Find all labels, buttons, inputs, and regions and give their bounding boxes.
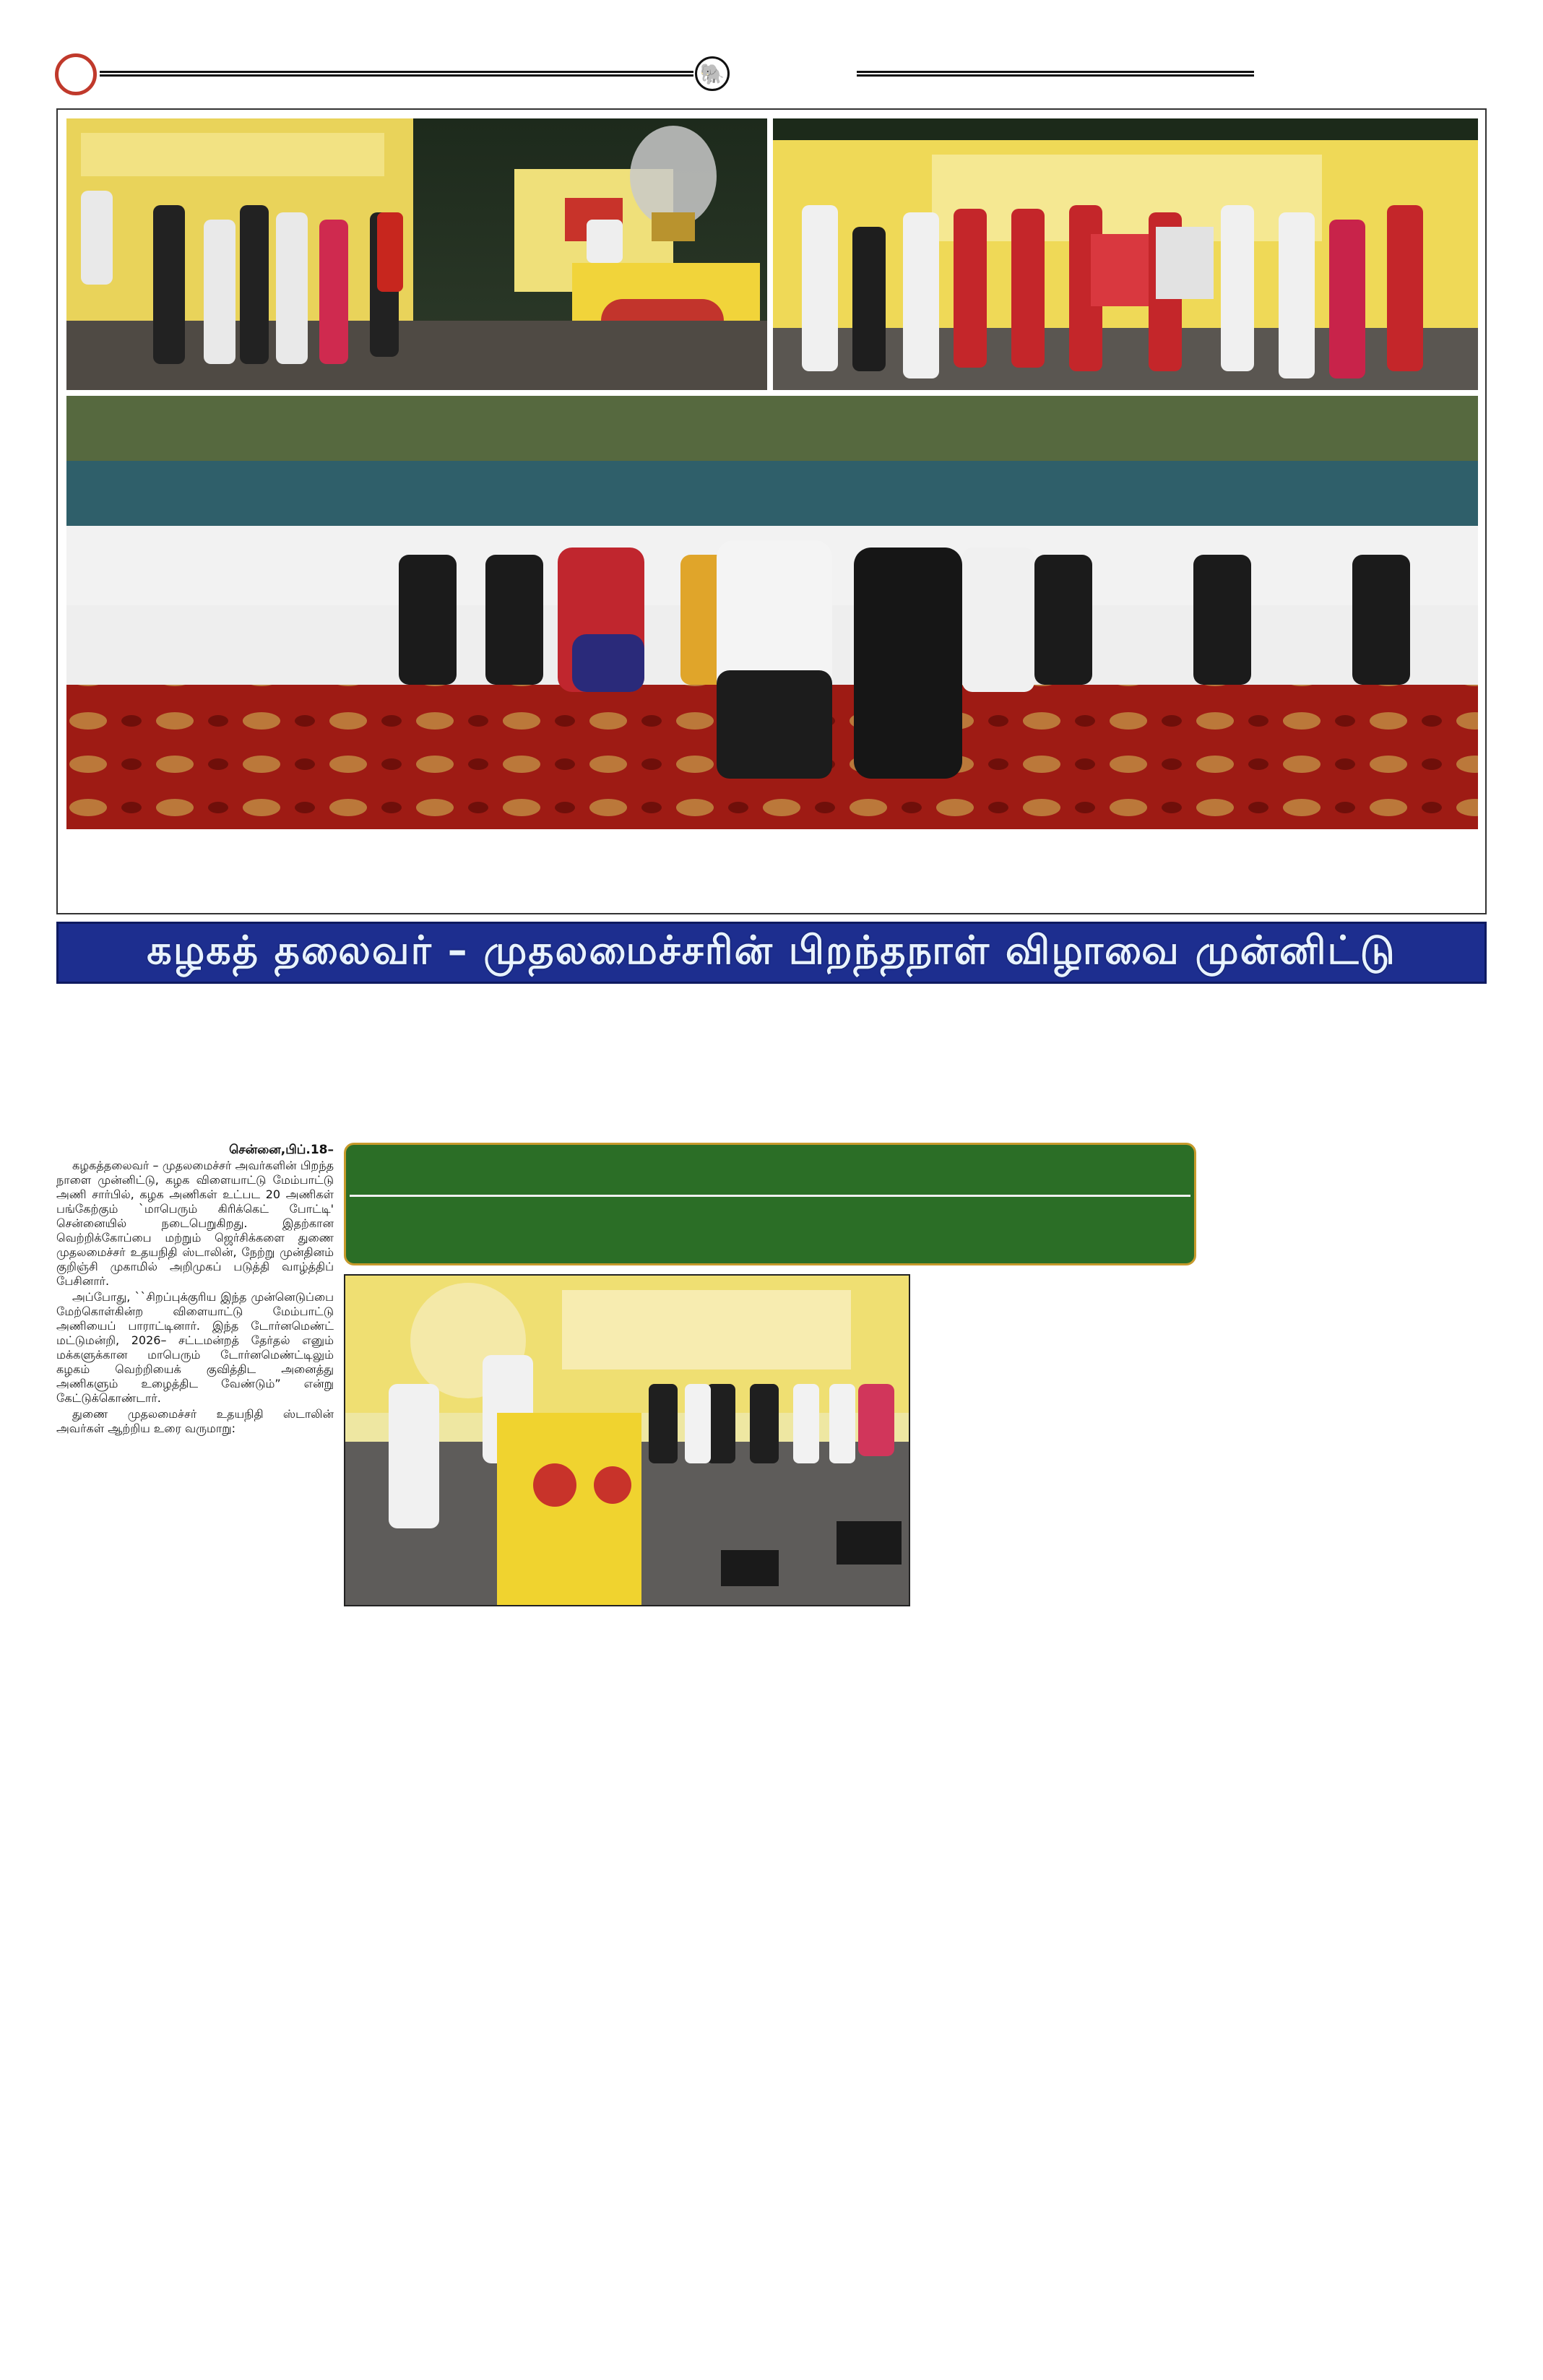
page-number-circle — [55, 53, 97, 95]
photo-frame — [56, 108, 1487, 914]
photo-jersey-launch-image — [773, 118, 1478, 390]
highlight-box-subtitle — [361, 1205, 1177, 1248]
photo-dais-trophy — [66, 118, 767, 390]
banner-text: கழகத் தலைவர் – முதலமைச்சரின் பிறந்தநாள் விழாவை முன்னிட்டு — [147, 927, 1396, 973]
photo-speech-image — [345, 1276, 909, 1605]
highlight-box-title — [361, 1150, 1177, 1187]
main-headline — [56, 1003, 1487, 1111]
article-paragraph-1: கழகத்தலைவர் – முதலமைச்சர் அவர்களின் பிறந்த நாளை முன்னிட்டு, கழக விளையாட்டு மேம்பாட்டு அணி சார்பில், கழக அணிகள் உட்பட 20 அணிகள் பங்கேற்கும் `மாபெரும் கிரிக்கெட் போட்டி' சென்னையில் நடைபெறுகிறது. இதற்கான வெற்றிக்கோப்பை மற்றும் ஜெர்சிக்களை துணை முதலமைச்சர் உதயநிதி ஸ்டாலின், நேற்று முன்தினம் குறிஞ்சி முகாமில் அறிமுகப் படுத்தி வாழ்த்திப் பேசினார். — [56, 1159, 334, 1288]
article-paragraph-2: அப்போது, ``சிறப்புக்குரிய இந்த முன்னெடுப்பை மேற்கொள்கின்ற விளையாட்டு மேம்பாட்டு அணியைப் பாராட்டினார். இந்த டோர்னமெண்ட் மட்டுமன்றி, 2026– சட்டமன்றத் தேர்தல் எனும் மக்களுக்கான மாபெரும் டோர்னமெண்ட்டிலும் கழகம் வெற்றியைக் குவித்திட அனைத்து அணிகளும் உழைத்திட வேண்டும்” என்று கேட்டுக்கொண்டார். — [56, 1290, 334, 1405]
photo-dais-trophy-image — [66, 118, 767, 390]
article-body — [56, 1143, 334, 1437]
photo-jersey-launch — [773, 118, 1478, 390]
photo-group-image — [66, 396, 1478, 829]
article-dateline: சென்னை,பிப்.18– — [229, 1143, 334, 1157]
header-rule-left — [100, 71, 693, 77]
elephant-emblem-icon: 🐘 — [695, 56, 730, 91]
photo-speech — [344, 1274, 910, 1606]
photo-group — [66, 396, 1478, 829]
headline-banner — [56, 922, 1487, 984]
article-paragraph-3: துணை முதலமைச்சர் உதயநிதி ஸ்டாலின் அவர்கள் ஆற்றிய உரை வருமாறு: — [56, 1407, 334, 1435]
highlight-box-divider — [350, 1195, 1190, 1197]
header-rule-right — [857, 71, 1254, 77]
